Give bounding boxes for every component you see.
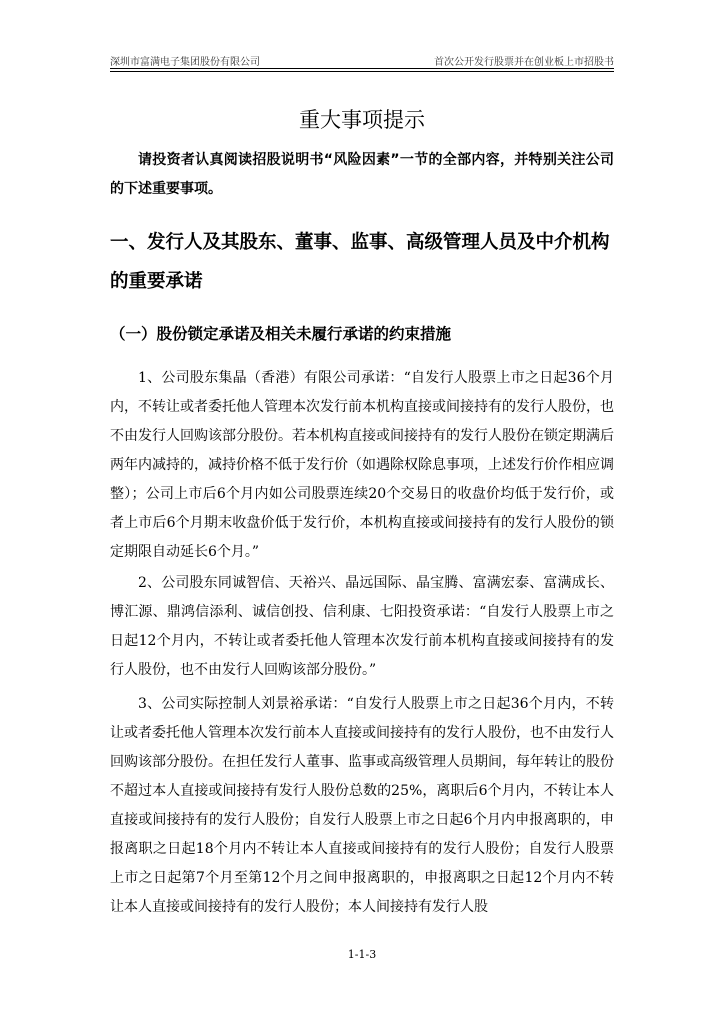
- page-header: [110, 47, 614, 69]
- header-divider: [110, 68, 614, 72]
- commitment-paragraph-1: 1、公司股东集晶（香港）有限公司承诺：“自发行人股票上市之日起36个月内，不转让或者委托他人管理本次发行前本机构直接或间接持有的发行人股份，也不由发行人回购该部分股份。若本机构直接或间接持有的发行人股份在锁定期满后两年内减持的，减持价格不低于发行价（如遇除权除息事项，上述发行价作相应调整）；公司上市后6个月内如公司股票连续20个交易日的收盘价均低于发行价，或者上市后6个月期末收盘价低于发行价，本机构直接或间接持有的发行人股份的锁定期限自动延长6个月。”: [110, 370, 614, 560]
- section-1-heading: 一、发行人及其股东、董事、监事、高级管理人员及中介机构的重要承诺: [110, 232, 610, 292]
- header-company-name: 深圳市富满电子集团股份有限公司: [110, 57, 260, 68]
- header-document-type: 首次公开发行股票并在创业板上市招股书: [434, 57, 614, 68]
- commitment-paragraph-2: 2、公司股东同诚智信、天裕兴、晶远国际、晶宝腾、富满宏泰、富满成长、博汇源、鼎鸿信添利、诚信创投、信利康、七阳投资承诺：“自发行人股票上市之日起12个月内，不转让或者委托他人管理本次发行前本机构直接或间接持有的发行人股份，也不由发行人回购该部分股份。”: [110, 575, 614, 678]
- page-title: 重大事项提示: [299, 108, 425, 132]
- commitment-paragraph-3: 3、公司实际控制人刘景裕承诺：“自发行人股票上市之日起36个月内，不转让或者委托他人管理本次发行前本人直接或间接持有的发行人股份，也不由发行人回购该部分股份。在担任发行人董事、监事或高级管理人员期间，每年转让的股份不超过本人直接或间接持有发行人股份总数的25%，离职后6个月内，不转让本人直接或间接持有的发行人股份；自发行人股票上市之日起6个月内申报离职的，申报离职之日起18个月内不转让本人直接或间接持有的发行人股份；自发行人股票上市之日起第7个月至第12个月之间申报离职的，申报离职之日起12个月内不转让本人直接或间接持有的发行人股份；本人间接持有发行人股: [110, 696, 614, 915]
- page-number: 1-1-3: [347, 948, 377, 961]
- subsection-1-heading: （一）股份锁定承诺及相关未履行承诺的约束措施: [110, 325, 452, 343]
- intro-paragraph: 请投资者认真阅读招股说明书“风险因素”一节的全部内容，并特别关注公司的下述重要事项。: [110, 152, 614, 197]
